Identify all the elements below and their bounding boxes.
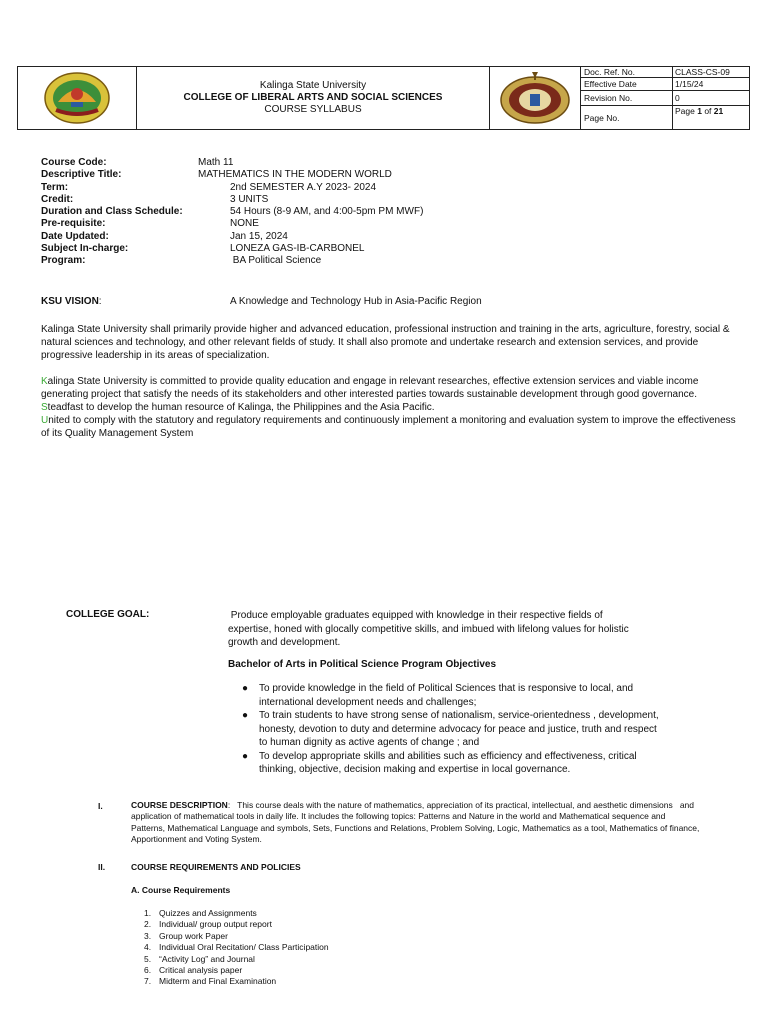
value-u: United to comply with the statutory and regulatory requirements and continuously implement a monitoring and evaluation system to improve the effectiveness of its Quality Management System xyxy=(41,415,736,439)
meta-row-revision: Revision No. 0 xyxy=(581,91,749,106)
document-type: COURSE SYLLABUS xyxy=(264,104,362,115)
list-item: 1. Quizzes and Assignments xyxy=(144,908,257,918)
document-control-table xyxy=(581,67,749,129)
document-header xyxy=(17,66,750,130)
course-requirements-heading: COURSE REQUIREMENTS AND POLICIES xyxy=(131,862,301,872)
program-objectives-list xyxy=(242,682,662,777)
list-item: 3. Group work Paper xyxy=(144,930,228,941)
value-s: Steadfast to develop the human resource of Kalinga, the Philippines and the Asia Pacific. xyxy=(41,402,435,413)
college-goal-text: Produce employable graduates equipped with knowledge in their respective fields of expertise, honed with glocally competitive skills, and imbued with lifelong values for holistic growth and development. xyxy=(228,610,632,648)
list-item: 7. Midterm and Final Examination xyxy=(144,976,277,987)
vision-text: A Knowledge and Technology Hub in Asia-Pacific Region xyxy=(230,296,482,307)
ksu-seal-icon xyxy=(18,67,136,129)
list-item: 4. Individual Oral Recitation/ Class Participation xyxy=(144,942,329,953)
meta-row-effective-date: Effective Date 1/15/24 xyxy=(581,78,749,91)
list-item: 5. “Activity Log” and Journal xyxy=(144,953,255,964)
bullet-icon: ● xyxy=(242,683,249,694)
mission-paragraph: Kalinga State University shall primarily provide higher and advanced education, professional instruction and training in the arts, agriculture, forestry, social & natural sciences and technology, and other relevant fields of study. It shall also promote and undertake research and extension services, and provide progressive leadership in its areas of specialization. xyxy=(41,324,730,361)
course-description: COURSE DESCRIPTION: This course deals with the nature of mathematics, appreciation of its practical, intellectual, and aesthetic dimensions and application of mathematical tools in daily life. It includes the following topics: Patterns and Nature in the world and Mathematical sequence and Patterns, Mathematical Language and symbols, Sets, Functions and Relations, Problem Solving, Logic, Mathematics as a tool, Mathematics of finance, Apportionment and Voting System. xyxy=(131,800,702,844)
list-item: 2. Individual/ group output report xyxy=(144,919,272,930)
section-1-number: I. xyxy=(98,801,103,811)
meta-row-page: Page No. Page 1 of 21 xyxy=(584,106,724,123)
page-indicator: Page 1 of 21 xyxy=(675,106,724,116)
value-k: Kalinga State University is committed to provide quality education and engage in relevant researches, effective extension services and viable income generating project that satisfy the needs of its stakeholders and other interested parties towards sustainable development through good governance. xyxy=(41,376,699,400)
course-requirements-subheading: A. Course Requirements xyxy=(131,885,231,895)
vision-label: KSU VISION: xyxy=(41,296,102,307)
college-goal-label: COLLEGE GOAL: xyxy=(66,609,150,620)
header-title-block xyxy=(138,80,488,116)
list-item: ● To develop appropriate skills and abilities such as efficiency and effectiveness, critical thinking, objective, decision making and expertise in local governance. xyxy=(242,750,637,775)
course-requirements-list xyxy=(131,908,329,988)
college-name: COLLEGE OF LIBERAL ARTS AND SOCIAL SCIENCES xyxy=(183,92,443,103)
ksu-values-block xyxy=(41,375,746,440)
bullet-icon: ● xyxy=(242,750,249,762)
list-item: ● To train students to have strong sense of nationalism, service-orientedness , development, honesty, devotion to duty and determine advocacy for peace and justice, truth and respect to human dignity as active agents of change ; and xyxy=(242,710,659,748)
section-2-number: II. xyxy=(98,862,106,872)
meta-row-doc-ref: Doc. Ref. No. CLASS-CS-09 xyxy=(581,67,749,78)
list-item: 6. Critical analysis paper xyxy=(144,965,243,976)
college-seal-icon xyxy=(490,67,580,129)
university-name: Kalinga State University xyxy=(259,80,367,91)
list-item: ● To provide knowledge in the field of Political Sciences that is responsive to local, and international development needs and challenges; xyxy=(242,683,634,708)
bullet-icon: ● xyxy=(242,710,249,721)
program-objectives-title: Bachelor of Arts in Political Science Program Objectives xyxy=(228,659,497,670)
